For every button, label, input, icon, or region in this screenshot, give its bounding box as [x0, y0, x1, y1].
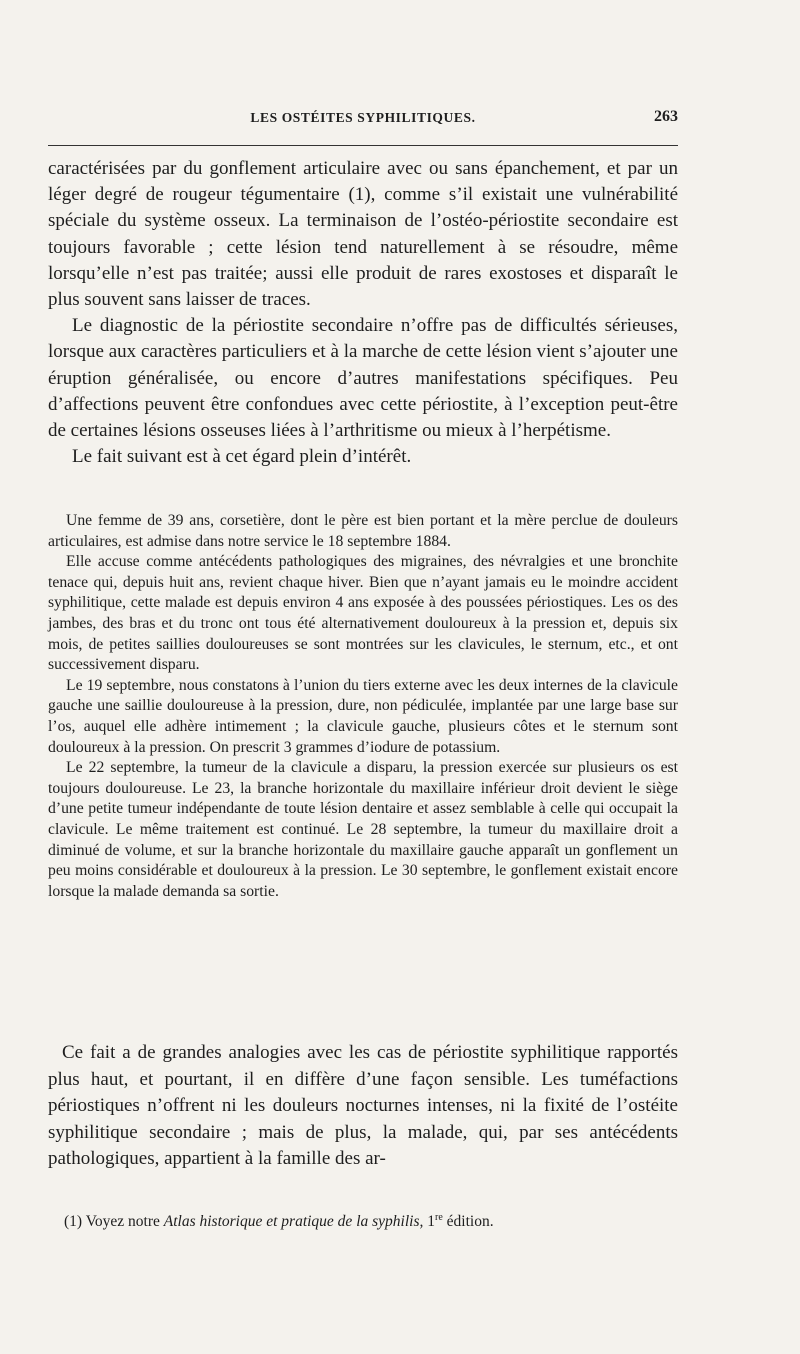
running-title: LES OSTÉITES SYPHILITIQUES.	[250, 110, 476, 125]
footnote-edition-word: édition.	[446, 1213, 494, 1231]
case-paragraph: Le 22 septembre, la tumeur de la clavicule a disparu, la pression exercée sur plusieurs os est toujours douloureuse. Le 23, la branche horizontale du maxillaire inférieur droit devient le siège d’une petite tumeur indépendante de toute lésion dentaire et assez semblable à celle qui occupait la clavicule. Le même traitement est continué. Le 28 septembre, la tumeur du maxillaire droit a diminué de volume, et sur la branche horizontale du maxillaire gauche apparaît un gonflement un peu moins considérable et douloureux à la pression. Le 30 septembre, le gonflement existait encore lorsque la malade demanda sa sortie.	[48, 759, 678, 900]
case-paragraph: Elle accuse comme antécédents pathologiques des migraines, des névralgies et une bronchite tenace qui, depuis huit ans, revient chaque hiver. Bien que n’ayant jamais eu le moindre accident syphilitique, cette malade est depuis environ 4 ans exposée à des poussées périostiques. Les os des jambes, des bras et du tronc ont tous été alternativement douloureux à la pression et, depuis six mois, de petites saillies douloureuses se sont montrées sur les clavicules, le sternum, etc., et ont successivement disparu.	[48, 553, 678, 674]
page-number: 263	[654, 108, 678, 125]
footnote-marker: (1)	[64, 1213, 83, 1231]
case-paragraph: Une femme de 39 ans, corsetière, dont le père est bien portant et la mère perclue de douleurs articulaires, est admise dans notre service le 18 septembre 1884.	[48, 512, 678, 550]
paragraph-diagnosis: Le diagnostic de la périostite secondaire n’offre pas de difficultés sérieuses, lorsque aux caractères particuliers et à la marche de cette lésion vient s’ajouter une éruption généralisée, ou encore d’autres manifestations spécifiques. Peu d’affections peuvent être confondues avec cette périostite, à l’exception peut-être de certaines lésions osseuses liées à l’arthritisme ou mieux à l’herpétisme.	[48, 315, 678, 442]
paragraph-continuation: caractérisées par du gonflement articulaire avec ou sans épanchement, et par un léger degré de rougeur tégumentaire (1), comme s’il existait une vulnérabilité spéciale du système osseux. La terminaison de l’ostéo-périostite secondaire est toujours favorable ; cette lésion tend naturellement à se résoudre, même lorsqu’elle n’est pas traitée; aussi elle produit de rares exostoses et disparaît le plus souvent sans laisser de traces.	[48, 158, 678, 311]
footnote-title: Atlas historique et pratique de la syphilis,	[163, 1213, 424, 1231]
running-head	[48, 110, 678, 136]
footnote	[64, 1208, 684, 1232]
header-rule	[48, 145, 678, 146]
case-report	[48, 511, 678, 902]
conclusion-paragraph: Ce fait a de grandes analogies avec les cas de périostite syphilitique rapportés plus haut, et pourtant, il en diffère d’une façon sensible. Les tuméfactions périostiques n’offrent ni les douleurs nocturnes intenses, ni la fixité de l’ostéite syphilitique secondaire ; mais de plus, la malade, qui, par ses antécédents pathologiques, appartient à la famille des ar-	[48, 1042, 678, 1169]
case-paragraph: Le 19 septembre, nous constatons à l’union du tiers externe avec les deux internes de la clavicule gauche une saillie douloureuse à la pression, dure, non pédiculée, implantée par une large base sur l’os, auquel elle adhère intimement ; la clavicule gauche, plusieurs côtes et le sternum sont douloureux à la pression. On prescrit 3 grammes d’iodure de potassium.	[48, 676, 678, 756]
footnote-edition-suffix: re	[435, 1212, 443, 1223]
paragraph-case-intro: Le fait suivant est à cet égard plein d’intérêt.	[72, 446, 412, 468]
conclusion-text	[48, 1040, 678, 1173]
footnote-edition-number: 1	[427, 1213, 435, 1231]
main-text	[48, 156, 678, 470]
footnote-prefix: Voyez notre	[85, 1213, 160, 1231]
